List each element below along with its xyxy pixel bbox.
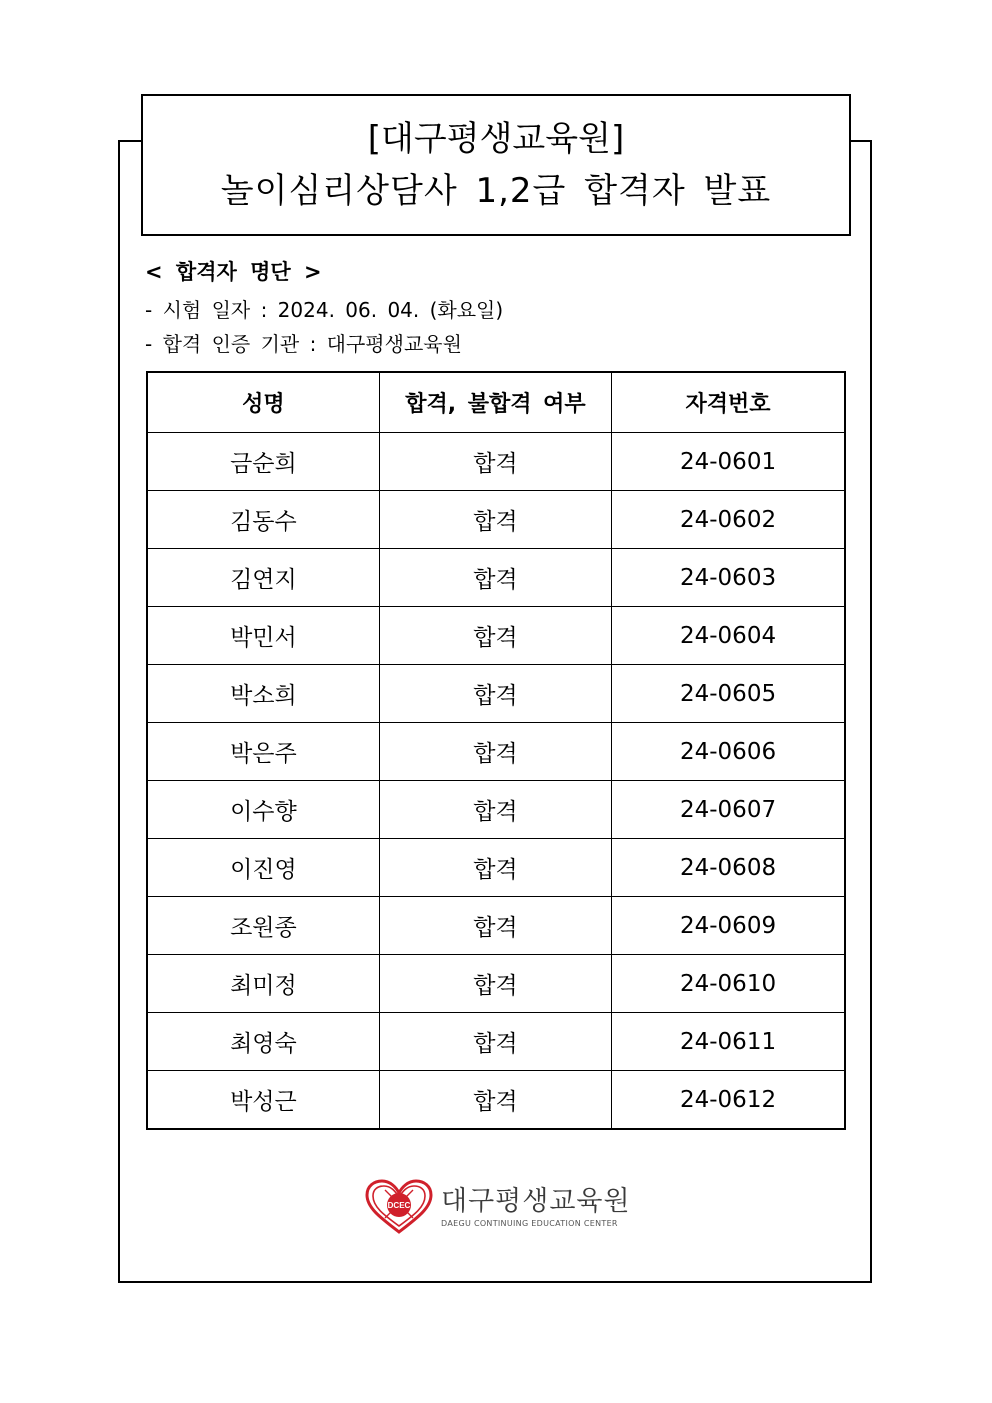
table-row: [147, 491, 845, 549]
cell-name: 조원종: [147, 897, 379, 955]
cell-result: 합격: [379, 549, 611, 607]
cell-result: 합격: [379, 839, 611, 897]
table-header-row: [147, 372, 845, 433]
section-heading: < 합격자 명단 >: [145, 260, 322, 284]
logo-name-ko: 대구평생교육원: [441, 1186, 631, 1217]
table-row: [147, 607, 845, 665]
table-row: [147, 723, 845, 781]
header-name: 성명: [147, 372, 379, 433]
table-row: [147, 839, 845, 897]
table-row: [147, 781, 845, 839]
title-announcement: 놀이심리상담사 1,2급 합격자 발표: [220, 171, 772, 211]
cell-result: 합격: [379, 781, 611, 839]
results-table: [146, 371, 846, 1130]
table-row: [147, 1013, 845, 1071]
table-row: [147, 897, 845, 955]
exam-date-line: - 시험 일자 : 2024. 06. 04. (화요일): [145, 298, 504, 322]
table-row: [147, 955, 845, 1013]
org-logo: [363, 1178, 631, 1236]
cell-result: 합격: [379, 665, 611, 723]
heart-logo-icon: [363, 1178, 435, 1236]
cell-result: 합격: [379, 723, 611, 781]
cell-name: 박소희: [147, 665, 379, 723]
title-org: [대구평생교육원]: [367, 119, 625, 159]
cell-cert-number: 24-0604: [612, 607, 845, 665]
logo-text: [441, 1185, 631, 1229]
cell-name: 박성근: [147, 1071, 379, 1130]
title-box: [141, 94, 851, 236]
table-row: [147, 665, 845, 723]
table-row: [147, 549, 845, 607]
header-result: 합격, 불합격 여부: [379, 372, 611, 433]
cell-result: 합격: [379, 491, 611, 549]
cell-cert-number: 24-0608: [612, 839, 845, 897]
cert-org-line: - 합격 인증 기관 : 대구평생교육원: [145, 332, 462, 356]
cell-name: 금순희: [147, 433, 379, 491]
cell-cert-number: 24-0601: [612, 433, 845, 491]
cell-name: 최영숙: [147, 1013, 379, 1071]
cell-cert-number: 24-0607: [612, 781, 845, 839]
logo-mark-text: DCEC: [387, 1201, 411, 1210]
cell-cert-number: 24-0609: [612, 897, 845, 955]
cell-cert-number: 24-0603: [612, 549, 845, 607]
cell-result: 합격: [379, 607, 611, 665]
cell-name: 박은주: [147, 723, 379, 781]
cell-name: 김동수: [147, 491, 379, 549]
cell-name: 이진영: [147, 839, 379, 897]
cell-name: 이수향: [147, 781, 379, 839]
cell-cert-number: 24-0612: [612, 1071, 845, 1130]
cell-cert-number: 24-0610: [612, 955, 845, 1013]
cell-result: 합격: [379, 897, 611, 955]
table-row: [147, 1071, 845, 1130]
cell-result: 합격: [379, 1013, 611, 1071]
header-cert-number: 자격번호: [612, 372, 845, 433]
cell-name: 김연지: [147, 549, 379, 607]
cell-name: 박민서: [147, 607, 379, 665]
cell-result: 합격: [379, 955, 611, 1013]
table-row: [147, 433, 845, 491]
cell-result: 합격: [379, 1071, 611, 1130]
cell-cert-number: 24-0602: [612, 491, 845, 549]
logo-name-en: DAEGU CONTINUING EDUCATION CENTER: [441, 1219, 618, 1228]
cell-name: 최미정: [147, 955, 379, 1013]
cell-cert-number: 24-0611: [612, 1013, 845, 1071]
cell-cert-number: 24-0606: [612, 723, 845, 781]
cell-cert-number: 24-0605: [612, 665, 845, 723]
cell-result: 합격: [379, 433, 611, 491]
